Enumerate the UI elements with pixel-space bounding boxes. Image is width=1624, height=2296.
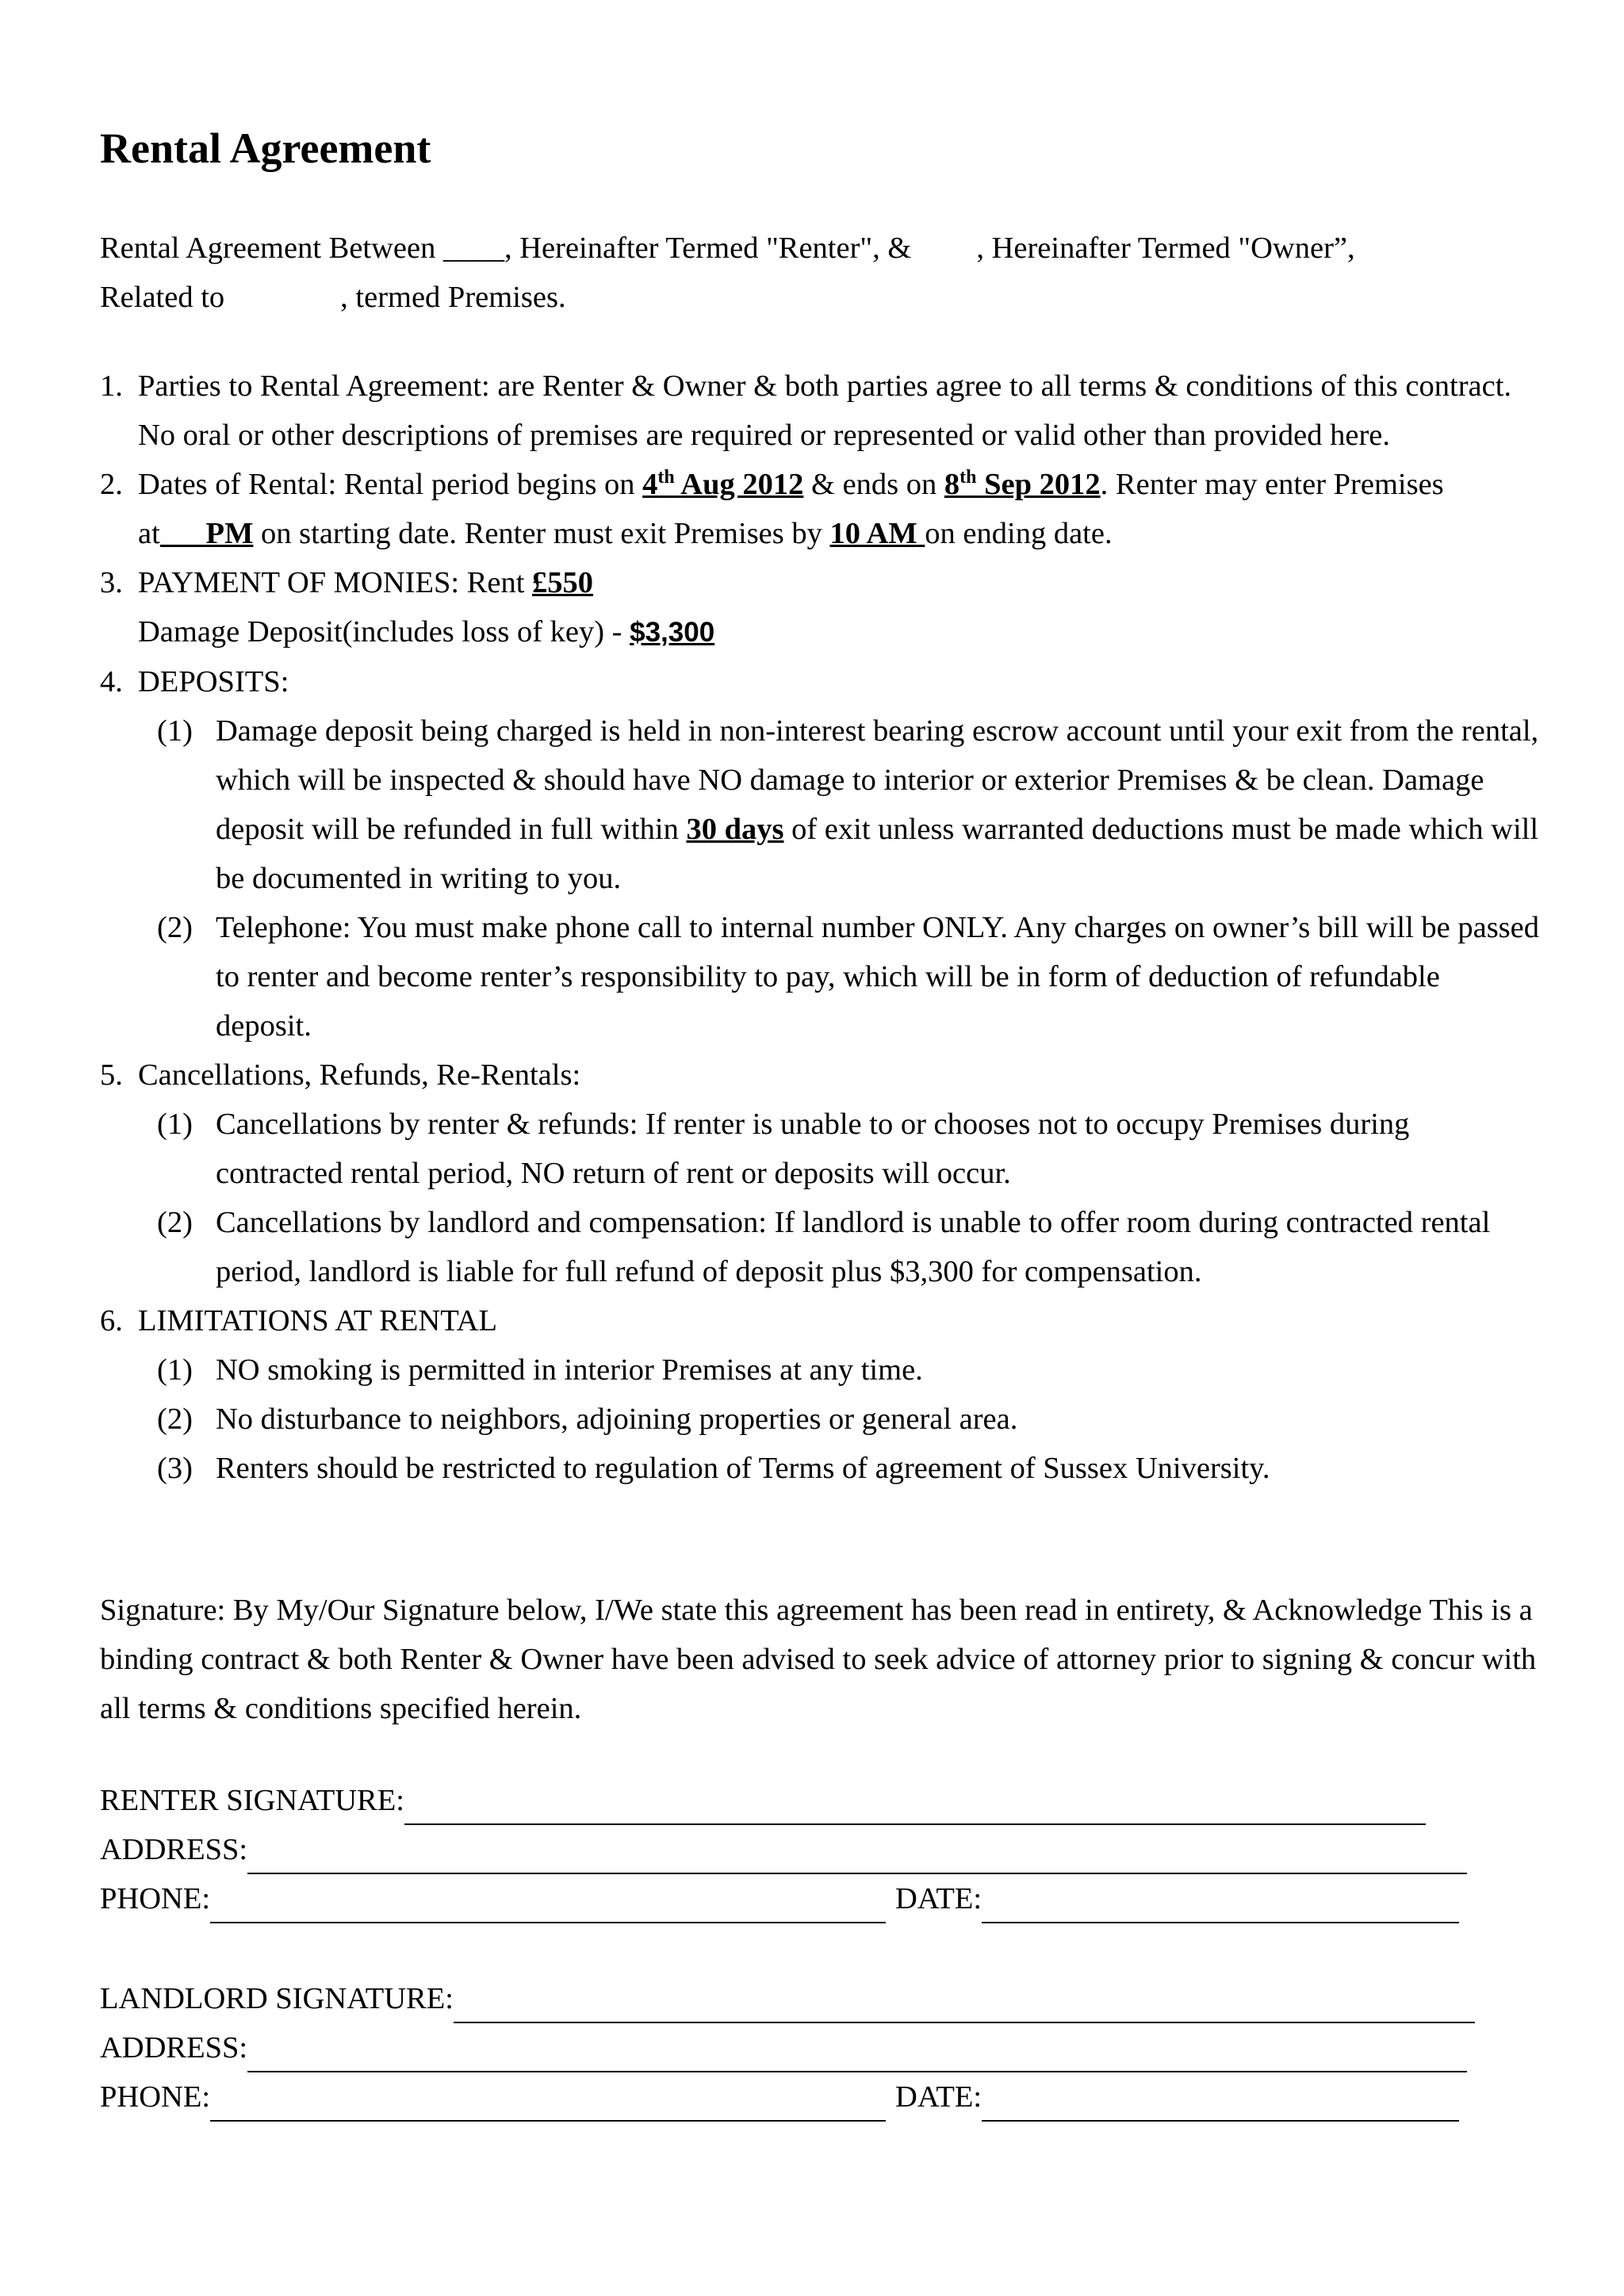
- document-title: Rental Agreement: [100, 124, 431, 172]
- term-number: 4.: [100, 665, 123, 698]
- renter-phone-field[interactable]: [210, 1890, 886, 1923]
- refund-days: 30 days: [686, 813, 784, 846]
- intro-paragraph: [100, 224, 1543, 322]
- rent-label: PAYMENT OF MONIES: Rent: [138, 566, 525, 599]
- renter-address-field[interactable]: [247, 1841, 1467, 1874]
- renter-phone-label: PHONE:: [100, 1882, 211, 1915]
- renter-date-label: DATE:: [895, 1882, 982, 1915]
- signature-statement: Signature: By My/Our Signature below, I/We state this agreement has been read in entirety, & Acknowledge This is a binding contract & both Renter & Owner have been advised to seek advice of attorney prior to signing & concur with all terms & conditions specified herein.: [100, 1594, 1537, 1725]
- deposit-label: Damage Deposit(includes loss of key) -: [138, 615, 622, 649]
- term-label: DEPOSITS:: [138, 665, 289, 698]
- enter-time: PM: [205, 517, 254, 550]
- renter-signature-block: [100, 1776, 1543, 1923]
- subterm-number: (2): [157, 1402, 193, 1436]
- term-number: 1.: [100, 369, 123, 403]
- intro-text-4: Related to: [100, 281, 225, 314]
- end-date: 8th Sep 2012: [944, 467, 1101, 501]
- landlord-phone-label: PHONE:: [100, 2080, 211, 2114]
- dates-text-b: & ends on: [811, 468, 937, 501]
- intro-blank: ____: [442, 232, 504, 265]
- subterm-text: Cancellations by landlord and compensation: If landlord is unable to offer room during contracted rental period, landlord is liable for full refund of deposit plus $3,300 for compensation.: [216, 1206, 1491, 1288]
- intro-text-2: , Hereinafter Termed "Renter", &: [504, 232, 912, 265]
- term-5: [100, 1050, 1543, 1100]
- subterm-number: (1): [157, 1353, 193, 1387]
- term-text: Parties to Rental Agreement: are Renter & Owner & both parties agree to all terms & conditions of this contract. No oral or other descriptions of premises are required or represented or valid other than provided here.: [138, 369, 1512, 452]
- term-number: 5.: [100, 1058, 123, 1092]
- intro-text-3: , Hereinafter Termed "Owner”,: [976, 232, 1355, 265]
- term-2: [100, 460, 1543, 558]
- term-5-1: [157, 1100, 1543, 1198]
- landlord-date-label: DATE:: [895, 2080, 982, 2114]
- term-number: 3.: [100, 566, 123, 599]
- renter-address-label: ADDRESS:: [100, 1833, 248, 1866]
- deposit-text-a: Damage deposit being charged is held in non-interest bearing escrow account until your exit from the rental, which will be inspected & should have NO damage to interior or exterior Premises & be clean. Damage deposit will be refunded in full within: [216, 714, 1539, 846]
- landlord-signature-field[interactable]: [454, 1990, 1475, 2023]
- landlord-address-field[interactable]: [247, 2039, 1467, 2072]
- subterm-text: Renters should be restricted to regulation of Terms of agreement of Sussex University.: [216, 1452, 1270, 1485]
- term-5-2: [157, 1198, 1543, 1296]
- term-1: [100, 362, 1543, 460]
- term-6: [100, 1296, 1543, 1345]
- term-6-3: [157, 1444, 1543, 1493]
- subterm-text: NO smoking is permitted in interior Premises at any time.: [216, 1353, 923, 1387]
- subterm-text: No disturbance to neighbors, adjoining properties or general area.: [216, 1402, 1018, 1436]
- term-6-1: [157, 1345, 1543, 1395]
- terms-list: [100, 362, 1543, 1493]
- subterm-number: (2): [157, 1206, 193, 1239]
- term-number: 6.: [100, 1304, 123, 1337]
- intro-text-1: Rental Agreement Between: [100, 232, 436, 265]
- deposit-value: $3,300: [630, 617, 715, 648]
- term-4-1: [157, 706, 1543, 903]
- start-date: 4th Aug 2012: [642, 467, 804, 501]
- dates-text-c: . Renter may enter Premises at: [138, 468, 1444, 550]
- term-4-2: [157, 903, 1543, 1050]
- landlord-signature-block: [100, 1974, 1543, 2122]
- term-4: [100, 657, 1543, 706]
- renter-signature-label: RENTER SIGNATURE:: [100, 1784, 404, 1817]
- term-label: Cancellations, Refunds, Re-Rentals:: [138, 1058, 581, 1092]
- term-number: 2.: [100, 468, 123, 501]
- landlord-phone-field[interactable]: [210, 2088, 886, 2122]
- term-3: [100, 558, 1543, 657]
- rent-value: £550: [532, 566, 594, 599]
- dates-text-d: on starting date. Renter must exit Premises by: [261, 517, 822, 550]
- dates-text-e: on ending date.: [925, 517, 1113, 550]
- landlord-address-label: ADDRESS:: [100, 2031, 248, 2064]
- exit-time: 10 AM: [829, 517, 917, 550]
- subterm-number: (3): [157, 1452, 193, 1485]
- intro-text-5: , termed Premises.: [340, 281, 566, 314]
- term-6-2: [157, 1395, 1543, 1444]
- deposit-text-b: of exit unless warranted deductions must be made which will be documented in writing to you.: [216, 813, 1539, 895]
- subterm-number: (1): [157, 714, 193, 748]
- landlord-signature-label: LANDLORD SIGNATURE:: [100, 1982, 454, 2015]
- landlord-date-field[interactable]: [982, 2088, 1459, 2122]
- term-label: LIMITATIONS AT RENTAL: [138, 1304, 497, 1337]
- renter-signature-field[interactable]: [404, 1792, 1426, 1825]
- subterm-number: (1): [157, 1108, 193, 1141]
- renter-date-field[interactable]: [982, 1890, 1459, 1923]
- subterm-text: Telephone: You must make phone call to internal number ONLY. Any charges on owner’s bill will be passed to renter and become renter’s responsibility to pay, which will be in form of deduction of refundable deposit.: [216, 911, 1539, 1043]
- subterm-text: Cancellations by renter & refunds: If renter is unable to or chooses not to occupy Premises during contracted rental period, NO return of rent or deposits will occur.: [216, 1108, 1410, 1190]
- dates-text-a: Dates of Rental: Rental period begins on: [138, 468, 635, 501]
- subterm-number: (2): [157, 911, 193, 944]
